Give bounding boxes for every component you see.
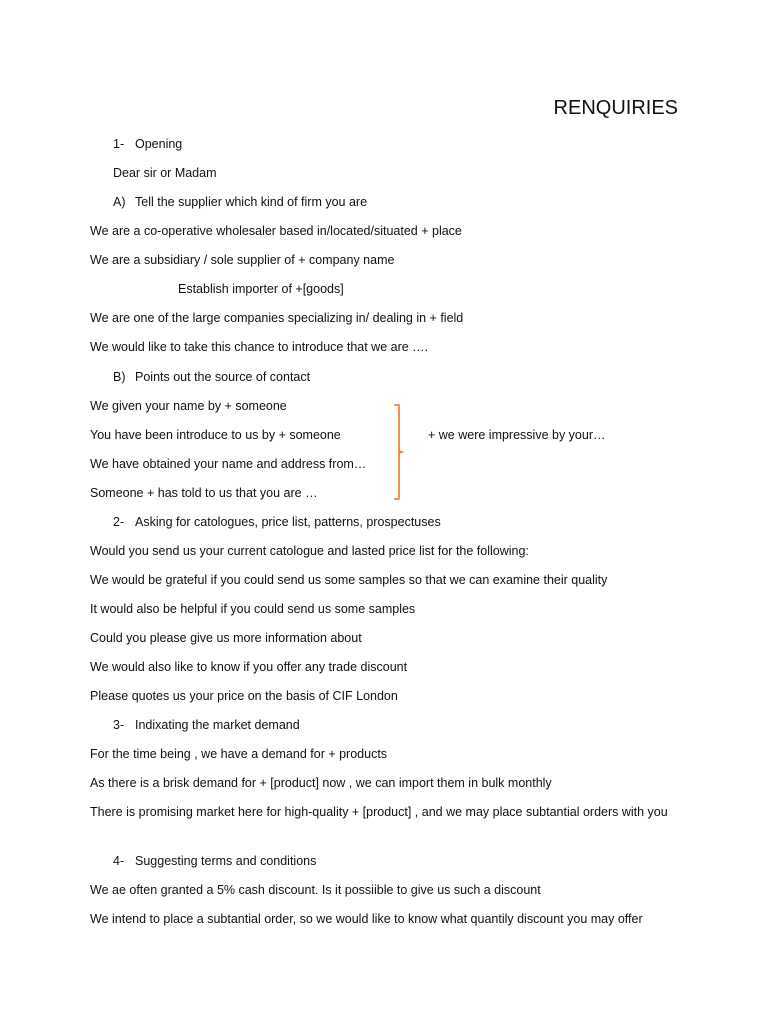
text-line: Establish importer of +[goods]	[178, 282, 344, 296]
text-line: It would also be helpful if you could send us some samples	[90, 602, 416, 616]
salutation: Dear sir or Madam	[113, 166, 217, 180]
section-number: 1-	[113, 137, 125, 151]
text-line: Would you send us your current catologue and lasted price list for the following:	[90, 544, 529, 558]
text-line: For the time being , we have a demand for + products	[90, 747, 388, 761]
heading-opening	[113, 136, 182, 152]
text-line: There is promising market here for high-quality + [product] , and we may place subtantial orders with you	[90, 805, 668, 819]
section-label: Asking for catologues, price list, patterns, prospectuses	[135, 515, 441, 529]
text-line: Someone + has told to us that you are …	[90, 486, 318, 500]
text-line: You have been introduce to us by + someone	[90, 428, 341, 442]
text-line: As there is a brisk demand for + [product] now , we can import them in bulk monthly	[90, 776, 552, 790]
right-brace-icon	[393, 404, 405, 500]
text-line: We intend to place a subtantial order, so we would like to know what quantily discount you may offer	[90, 912, 643, 926]
heading-catalogues	[113, 514, 441, 530]
subheading-a	[113, 194, 367, 210]
text-line: We ae often granted a 5% cash discount. Is it possiible to give us such a discount	[90, 883, 541, 897]
section-number: 2-	[113, 515, 125, 529]
text-line: We given your name by + someone	[90, 399, 287, 413]
text-line: We would be grateful if you could send us some samples so that we can examine their quality	[90, 573, 608, 587]
text-line: We are a co-operative wholesaler based in/located/situated + place	[90, 224, 462, 238]
section-label: Opening	[135, 137, 183, 151]
subsection-label: Points out the source of contact	[135, 370, 311, 384]
heading-market-demand	[113, 717, 300, 733]
subsection-label: Tell the supplier which kind of firm you are	[135, 195, 368, 209]
section-number: 4-	[113, 854, 125, 868]
section-number: 3-	[113, 718, 125, 732]
text-line: Please quotes us your price on the basis of CIF London	[90, 689, 398, 703]
text-line: We have obtained your name and address from…	[90, 457, 367, 471]
subsection-letter: A)	[113, 195, 126, 209]
text-line: We would like to take this chance to introduce that we are ….	[90, 340, 429, 354]
text-line: We are one of the large companies specializing in/ dealing in + field	[90, 311, 464, 325]
heading-terms	[113, 853, 316, 869]
bracket-note: + we were impressive by your…	[428, 428, 606, 442]
page-title: RENQUIRIES	[553, 97, 678, 119]
text-line: We are a subsidiary / sole supplier of + company name	[90, 253, 395, 267]
section-label: Indixating the market demand	[135, 718, 300, 732]
text-line: Could you please give us more information about	[90, 631, 362, 645]
text-line: We would also like to know if you offer any trade discount	[90, 660, 408, 674]
section-label: Suggesting terms and conditions	[135, 854, 317, 868]
subheading-b	[113, 369, 310, 385]
subsection-letter: B)	[113, 370, 126, 384]
